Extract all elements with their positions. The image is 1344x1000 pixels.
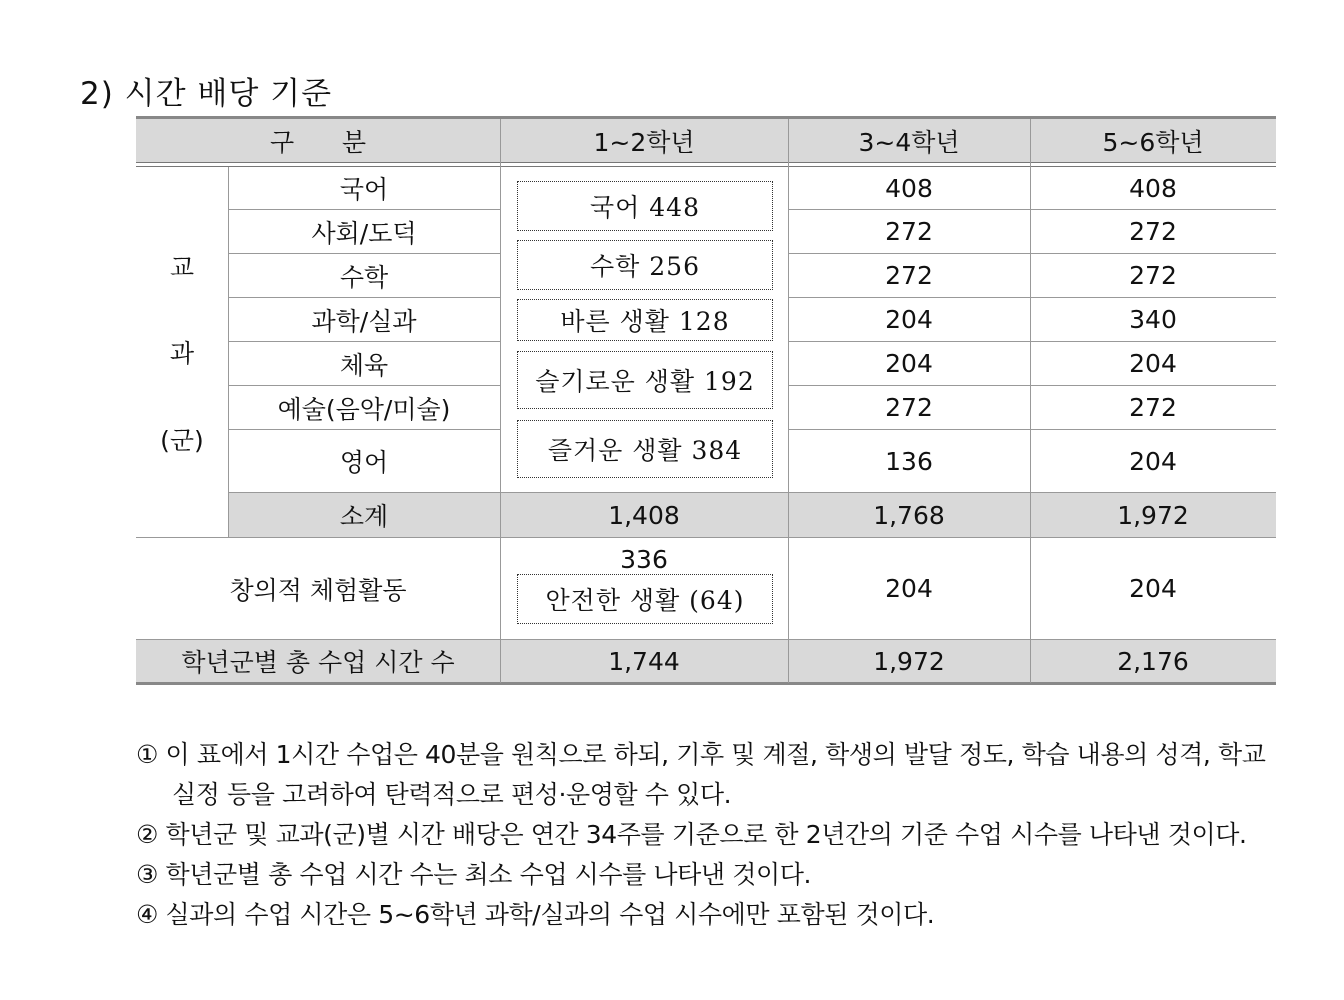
subtotal-grade-1-2: 1,408 — [608, 500, 680, 530]
note-1: ① 이 표에서 1시간 수업은 40분을 원칙으로 하되, 기후 및 계절, 학생의 발달 정도, 학습 내용의 성격, 학교 — [136, 740, 1266, 769]
grade-5-6-value: 408 — [1129, 173, 1177, 203]
grade-3-4-value: 136 — [885, 446, 933, 476]
grade-5-6-value: 272 — [1129, 217, 1177, 246]
total-grade-3-4: 1,972 — [873, 646, 945, 676]
grade-1-2-subject-box: 수학 256 — [517, 240, 773, 290]
grade-3-4-value: 272 — [885, 393, 933, 422]
grade-3-4-value: 272 — [885, 261, 933, 290]
grade-5-6-value: 204 — [1129, 349, 1177, 378]
safe-life-box: 안전한 생활 (64) — [517, 574, 773, 624]
grade-1-2-subject-box: 즐거운 생활 384 — [517, 420, 773, 478]
group-label-char-2: 과 — [169, 339, 195, 368]
note-2: ② 학년군 및 교과(군)별 시간 배당은 연간 34주를 기준으로 한 2년간의 기준 수업 시수를 나타낸 것이다. — [136, 820, 1247, 849]
grade-5-6-value: 204 — [1129, 446, 1177, 476]
total-grade-1-2: 1,744 — [608, 646, 680, 676]
subject-name: 국어 — [339, 175, 389, 204]
subject-name: 예술(음악/미술) — [277, 394, 451, 424]
subtotal-grade-5-6: 1,972 — [1117, 500, 1189, 530]
note-4: ④ 실과의 수업 시간은 5~6학년 과학/실과의 수업 시수에만 포함된 것이다. — [136, 900, 935, 929]
notes — [136, 735, 1266, 935]
total-grade-5-6: 2,176 — [1117, 646, 1189, 676]
header-category: 구 분 — [270, 128, 366, 157]
table-bottom-border — [136, 682, 1276, 685]
subject-name: 수학 — [339, 262, 389, 292]
grade-1-2-subject-box: 국어 448 — [517, 181, 773, 231]
note-1-continued: 실정 등을 고려하여 탄력적으로 편성·운영할 수 있다. — [172, 780, 732, 809]
creative-activities-label: 창의적 체험활동 — [229, 575, 407, 605]
time-allocation-table — [136, 116, 1276, 685]
grade-3-4-value: 272 — [885, 217, 933, 246]
section-title: 2) 시간 배당 기준 — [80, 76, 333, 112]
subject-name: 영어 — [339, 448, 389, 477]
grade-5-6-value: 272 — [1129, 261, 1177, 290]
creative-grade-3-4-value: 204 — [885, 574, 933, 603]
subtotal-label: 소계 — [339, 502, 389, 531]
creative-grade-5-6-value: 204 — [1129, 574, 1177, 603]
subject-name: 체육 — [339, 350, 389, 380]
grade-1-2-subject-box: 슬기로운 생활 192 — [517, 351, 773, 409]
grade-3-4-value: 204 — [885, 349, 933, 378]
subject-name: 과학/실과 — [311, 306, 417, 336]
subject-name: 사회/도덕 — [311, 218, 417, 248]
grade-3-4-value: 204 — [885, 305, 933, 334]
grade-1-2-subject-box: 바른 생활 128 — [517, 299, 773, 341]
header-grade-5-6: 5~6학년 — [1102, 128, 1204, 157]
total-hours-label: 학년군별 총 수업 시간 수 — [181, 648, 455, 677]
group-label-char-1: 교 — [169, 253, 195, 282]
creative-grade-1-2-value: 336 — [620, 544, 668, 574]
grade-3-4-value: 408 — [885, 173, 933, 203]
grade-5-6-value: 272 — [1129, 393, 1177, 422]
subtotal-grade-3-4: 1,768 — [873, 500, 945, 530]
header-grade-3-4: 3~4학년 — [858, 128, 960, 157]
col-divider — [500, 119, 501, 683]
group-label-char-3: (군) — [160, 426, 204, 455]
grade-5-6-value: 340 — [1129, 305, 1177, 334]
header-grade-1-2: 1~2학년 — [593, 128, 695, 157]
note-3: ③ 학년군별 총 수업 시간 수는 최소 수업 시수를 나타낸 것이다. — [136, 860, 812, 889]
